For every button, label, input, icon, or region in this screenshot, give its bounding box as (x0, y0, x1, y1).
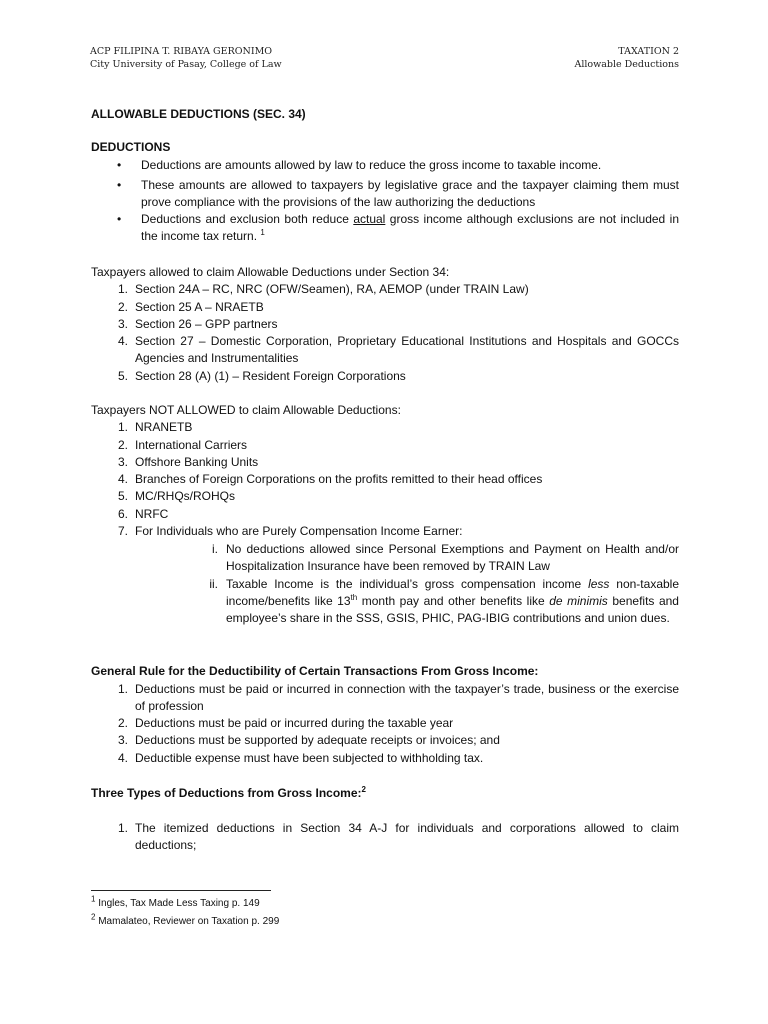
three-types-heading: Three Types of Deductions from Gross Income:$^2$ (91, 785, 366, 800)
footnote-ref-2: 2 (361, 785, 366, 794)
sub-i-text: No deductions allowed since Personal Exemptions and Payment on Health and/or Hospitalization Insurance have been removed by TRAIN Law (226, 542, 679, 573)
rule-item-4: Deductible expense must have been subjected to withholding tax. (135, 751, 484, 765)
rule-num-1: 1. (117, 682, 128, 696)
header-course: TAXATION 2 (618, 46, 679, 57)
not-allowed-num-2: 2. (117, 438, 128, 452)
not-allowed-num-6: 6. (117, 507, 128, 521)
bullet-1-symbol: • (117, 158, 122, 172)
not-allowed-item-4: Branches of Foreign Corporations on the profits remitted to their head offices (135, 472, 543, 486)
not-allowed-item-7: For Individuals who are Purely Compensation Income Earner: (135, 524, 463, 538)
sub-ii-num: ii. (209, 577, 218, 591)
not-allowed-heading: Taxpayers NOT ALLOWED to claim Allowable Deductions: (91, 403, 401, 417)
rule-num-3: 3. (117, 733, 128, 747)
bullet-2-symbol: • (117, 178, 122, 192)
rule-item-2: Deductions must be paid or incurred during the taxable year (135, 716, 454, 730)
deductions-bullet-2: These amounts are allowed to taxpayers by legislative grace and the taxpayer claiming them must prove compliance with the provisions of the law authorizing the deductions (141, 178, 679, 209)
not-allowed-num-1: 1. (117, 420, 128, 434)
allowed-num-5: 5. (117, 369, 128, 383)
header-institution: City University of Pasay, College of Law (90, 59, 282, 70)
not-allowed-item-6: NRFC (135, 507, 169, 521)
bullet-3-symbol: • (117, 212, 122, 226)
allowed-item-2: Section 25 A – NRAETB (135, 300, 264, 314)
allowed-heading: Taxpayers allowed to claim Allowable Deductions under Section 34: (91, 265, 450, 279)
allowed-item-4: Section 27 – Domestic Corporation, Proprietary Educational Institutions and Hospitals and GOCCs Agencies and Instrumentalities (135, 334, 679, 365)
three-types-item-1: The itemized deductions in Section 34 A-J for individuals and corporations allowed to claim deductions; (135, 821, 679, 852)
header-left (90, 45, 282, 71)
not-allowed-item-1: NRANETB (135, 420, 193, 434)
not-allowed-item-2: International Carriers (135, 438, 248, 452)
allowed-num-2: 2. (117, 300, 128, 314)
header-topic: Allowable Deductions (574, 59, 679, 70)
deductions-heading: DEDUCTIONS (91, 140, 171, 154)
allowed-num-3: 3. (117, 317, 128, 331)
page-title: ALLOWABLE DEDUCTIONS (SEC. 34) (91, 107, 306, 121)
footnote-divider (91, 890, 271, 891)
not-allowed-num-3: 3. (117, 455, 128, 469)
rule-item-1: Deductions must be paid or incurred in connection with the taxpayer’s trade, business or the exercise of profession (135, 682, 679, 713)
three-types-num-1: 1. (117, 821, 128, 835)
rule-num-2: 2. (117, 716, 128, 730)
allowed-num-4: 4. (117, 334, 128, 348)
rule-num-4: 4. (117, 751, 128, 765)
not-allowed-item-5: MC/RHQs/ROHQs (135, 489, 235, 503)
allowed-item-3: Section 26 – GPP partners (135, 317, 278, 331)
rule-item-3: Deductions must be supported by adequate receipts or invoices; and (135, 733, 500, 747)
footnote-ref-1: 1 (260, 228, 265, 237)
sub-ii-text: Taxable Income is the individual’s gross compensation income less non-taxable income/benefits like 13th month pay and other benefits like de minimis benefits and employee’s share in the SSS, GSIS, PHIC, PAG-IBIG contributions and union dues. (226, 577, 679, 625)
not-allowed-num-7: 7. (117, 524, 128, 538)
sub-i-num: i. (212, 542, 218, 556)
footnote-2: $^2$ Mamalateo, Reviewer on Taxation p. 299 (91, 912, 280, 927)
allowed-num-1: 1. (117, 282, 128, 296)
header-author: ACP FILIPINA T. RIBAYA GERONIMO (90, 46, 273, 57)
header-right (574, 45, 679, 71)
allowed-item-1: Section 24A – RC, NRC (OFW/Seamen), RA, AEMOP (under TRAIN Law) (135, 282, 529, 296)
footnote-1: $^1$ Ingles, Tax Made Less Taxing p. 149 (91, 894, 260, 909)
not-allowed-num-5: 5. (117, 489, 128, 503)
general-rule-heading: General Rule for the Deductibility of Certain Transactions From Gross Income: (91, 664, 539, 678)
deductions-bullet-1: Deductions are amounts allowed by law to reduce the gross income to taxable income. (141, 158, 602, 172)
not-allowed-item-3: Offshore Banking Units (135, 455, 259, 469)
allowed-item-5: Section 28 (A) (1) – Resident Foreign Corporations (135, 369, 406, 383)
deductions-bullet-3: Deductions and exclusion both reduce actual gross income although exclusions are not included in the income tax return. $^1$ (141, 212, 679, 243)
not-allowed-num-4: 4. (117, 472, 128, 486)
